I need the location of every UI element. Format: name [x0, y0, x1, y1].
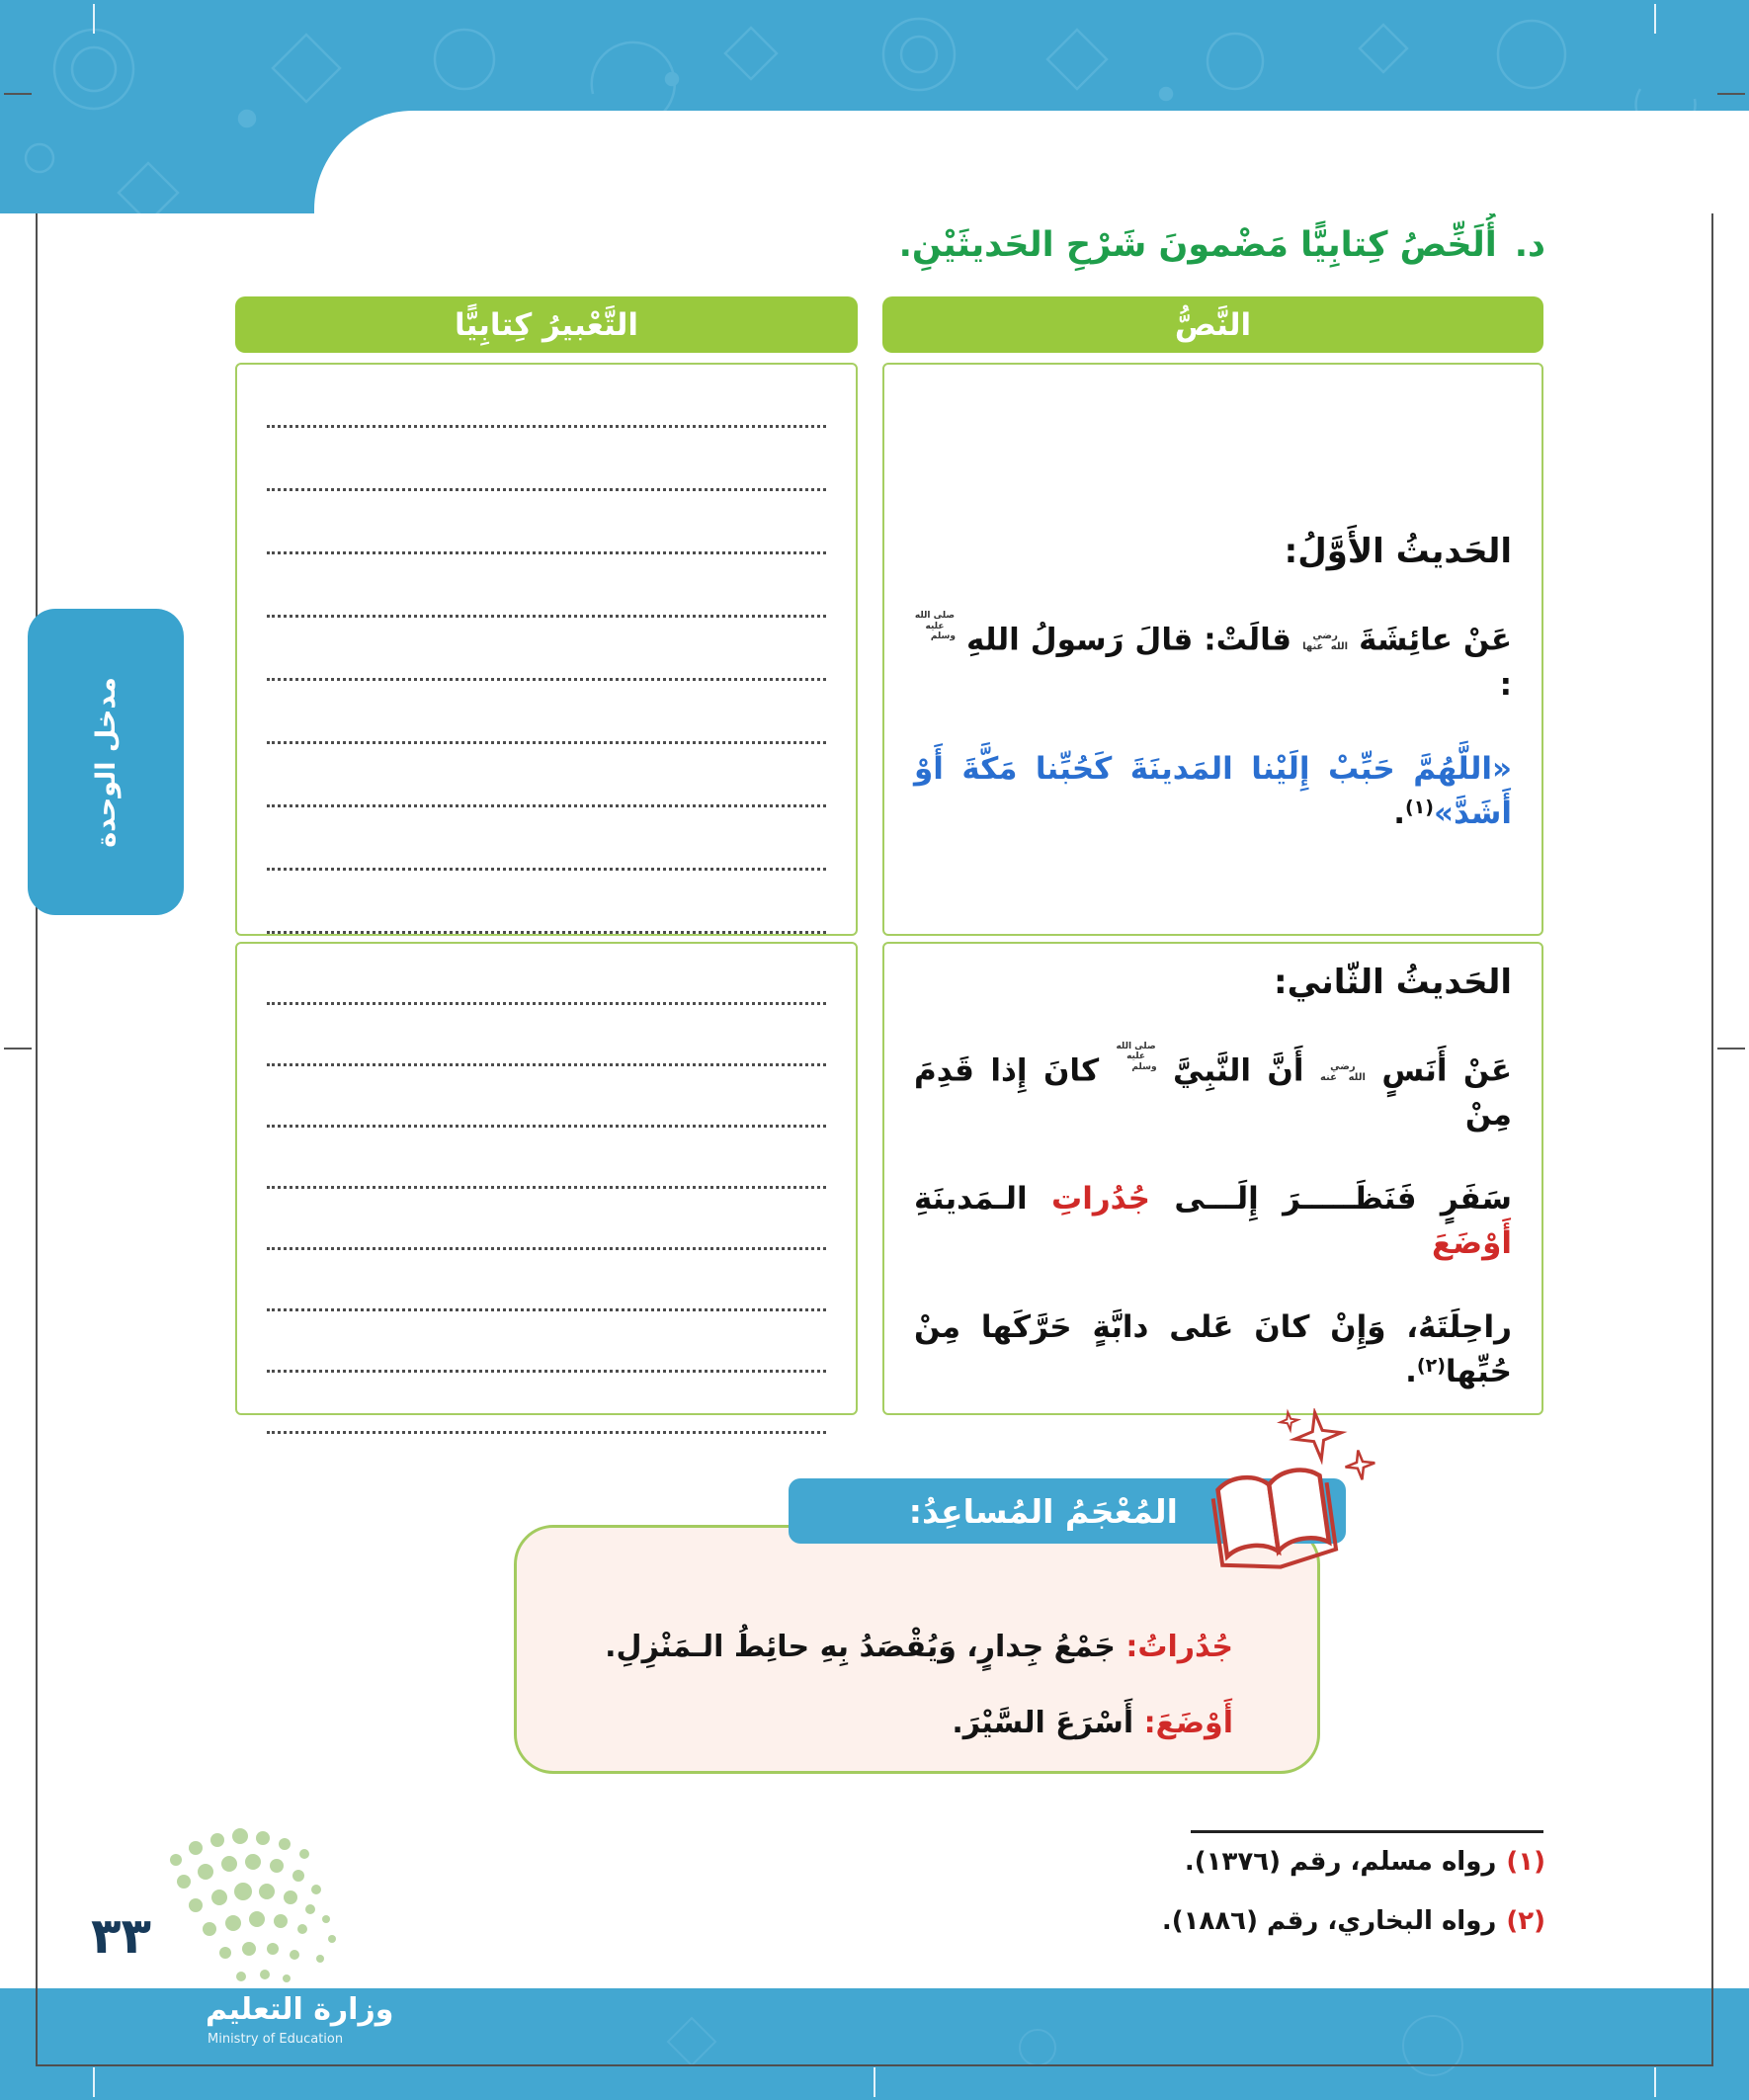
highlight-word-awdaa: أَوْضَعَ [1431, 1225, 1512, 1262]
footnote-1 [1185, 1847, 1545, 1877]
writing-line [267, 681, 826, 744]
radi-allah-anha-medallion: رضي الله عنها [1302, 630, 1349, 653]
writing-line [267, 807, 826, 871]
page-number: ٣٣ [91, 1907, 152, 1965]
table-header-expression [235, 296, 858, 353]
writing-line [267, 1373, 826, 1434]
hadith-second-line2-start: سَفَرٍ فَنَظَـــــرَ إِلَـــى [1174, 1181, 1512, 1218]
hadith-second-title: الحَديثُ الثّاني: [1274, 962, 1512, 1002]
dictionary-term: جُدُراتُ: [1125, 1630, 1233, 1664]
writing-line [267, 1189, 826, 1250]
writing-line [267, 1250, 826, 1311]
writing-area-2 [235, 942, 858, 1415]
footnote-marker: (٢) [1506, 1906, 1545, 1936]
hadith-second-period: . [1405, 1354, 1417, 1390]
dictionary-box [514, 1525, 1320, 1774]
footnote-2 [1162, 1906, 1545, 1936]
table-header-text-label: النَّصُّ [1174, 306, 1252, 343]
ministry-name-arabic: وزارة التعليم [206, 1992, 394, 2027]
writing-line [267, 1311, 826, 1373]
hadith-second-box [882, 942, 1543, 1415]
table-header-text [882, 296, 1543, 353]
table-header-expression-label: التَّعْبيرُ كِتابِيًّا [454, 306, 639, 343]
instruction-item-d [899, 225, 1545, 265]
pbuh-medallion: صلى الله عليه وسلم [1116, 1041, 1157, 1072]
sparkle-icon [1291, 1409, 1345, 1463]
hadith-second-narrator: عَنْ أَنَسٍ [1381, 1052, 1512, 1089]
instruction-text-d: أُلَخِّصُ كِتابِيًّا مَضْمونَ شَرْحِ الحَديثَيْنِ. [898, 225, 1497, 265]
open-book-icon [1201, 1408, 1388, 1581]
crop-mark [93, 4, 95, 34]
writing-line [267, 871, 826, 934]
writing-line [267, 491, 826, 554]
instruction-letter-d: د. [1514, 225, 1545, 265]
dictionary-definition: جَمْعُ جِدارٍ، وَيُقْصَدُ بِهِ حائِطُ الـمَنْزِلِ. [605, 1630, 1116, 1664]
writing-line [267, 944, 826, 1005]
footnote-ref-2: (٢) [1416, 1355, 1446, 1378]
crop-mark [874, 2067, 875, 2097]
sparkle-icon [1279, 1411, 1298, 1431]
hadith-first-box [882, 363, 1543, 936]
hadith-second-line2 [914, 1177, 1512, 1266]
crop-mark [1717, 1048, 1745, 1050]
writing-line [267, 1066, 826, 1128]
writing-line [267, 618, 826, 681]
ministry-name-english: Ministry of Education [208, 2032, 344, 2047]
hadith-second-line1 [914, 1042, 1512, 1138]
crop-mark [93, 2067, 95, 2097]
dictionary-definition: أَسْرَعَ السَّيْرَ. [952, 1706, 1134, 1740]
dictionary-title: المُعْجَمُ المُساعِدُ: [908, 1491, 1178, 1531]
ministry-logo-dots [146, 1820, 374, 2018]
hadith-first-said: قالَتْ: قالَ رَسولُ اللهِ [966, 622, 1292, 658]
hadith-second-line3 [914, 1305, 1512, 1394]
top-banner [0, 0, 1749, 213]
crop-mark [1654, 4, 1656, 34]
hadith-first-quote [914, 747, 1512, 836]
footnote-divider [1191, 1830, 1543, 1833]
radi-allah-anhu-medallion: رضي الله عنه [1319, 1060, 1366, 1084]
hadith-second-line3-text: راحِلَتَهُ، وَإِنْ كانَ عَلى دابَّةٍ حَرَّكَها مِنْ حُبِّها [914, 1309, 1512, 1390]
hadith-second-line1-end: كانَ إِذا قَدِمَ مِنْ [914, 1052, 1512, 1134]
writing-area-1 [235, 363, 858, 936]
writing-line [267, 1128, 826, 1189]
sidebar-tab-label: مدخل الوحدة [90, 676, 122, 848]
dictionary-entry [556, 1630, 1233, 1664]
footnote-text: رواه البخاري، رقم (١٨٨٦). [1161, 1906, 1497, 1936]
dictionary-entry [556, 1706, 1233, 1740]
hadith-first-period: . [1393, 795, 1405, 831]
dictionary-term: أَوْضَعَ: [1143, 1706, 1233, 1740]
hadith-first-narrator: عَنْ عائِشَةَ [1359, 622, 1512, 658]
hadith-first-quote-text: «اللَّهُمَّ حَبِّبْ إِلَيْنا المَدينَةَ كَحُبِّنا مَكَّةَ أَوْ أَشَدَّ» [914, 750, 1512, 831]
hadith-first-intro [914, 611, 1512, 708]
hadith-first-title: الحَديثُ الأَوَّلُ: [1284, 532, 1512, 572]
hadith-second-prophet: أَنَّ النَّبِيَّ [1173, 1052, 1304, 1089]
crop-mark [4, 1048, 32, 1050]
writing-line [267, 554, 826, 618]
highlight-word-judurat: جُدُراتِ [1051, 1181, 1150, 1218]
writing-line [267, 1005, 826, 1066]
banner-curve [314, 111, 1749, 213]
crop-mark [1717, 93, 1745, 95]
footnote-marker: (١) [1506, 1847, 1545, 1877]
writing-line [267, 428, 826, 491]
hadith-first-colon: : [1499, 666, 1512, 703]
crop-mark [4, 93, 32, 95]
footnote-text: رواه مسلم، رقم (١٣٧٦). [1184, 1847, 1497, 1877]
sparkle-icon [1343, 1448, 1376, 1481]
sidebar-tab-unit-intro [28, 609, 184, 915]
footnote-ref-1: (١) [1404, 796, 1434, 818]
crop-mark [1654, 2067, 1656, 2097]
hadith-second-line2-mid: الـمَدينَةِ [914, 1181, 1028, 1218]
writing-line [267, 365, 826, 428]
writing-line [267, 744, 826, 807]
pbuh-medallion: صلى الله عليه وسلم [914, 611, 956, 641]
